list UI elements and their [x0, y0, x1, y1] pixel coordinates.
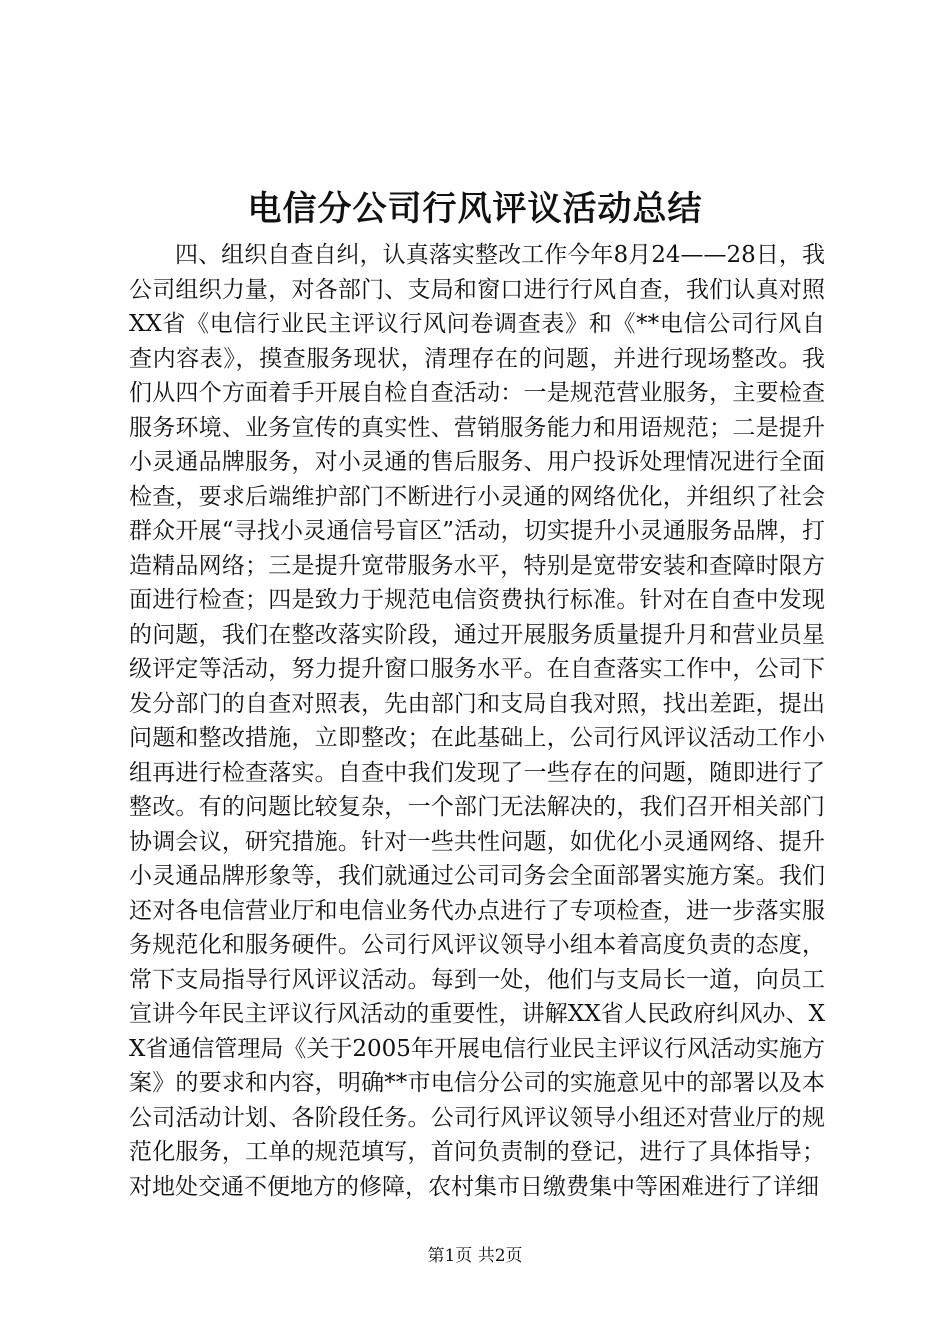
- document-body-paragraph: 四、组织自查自纠，认真落实整改工作今年8月24——28日，我公司组织力量，对各部门、支局和窗口进行行风自查，我们认真对照XX省《电信行业民主评议行风问卷调查表》和《**电信公司行风自查内容表》，摸查服务现状，清理存在的问题，并进行现场整改。我们从四个方面着手开展自检自查活动：一是规范营业服务，主要检查服务环境、业务宣传的真实性、营销服务能力和用语规范；二是提升小灵通品牌服务，对小灵通的售后服务、用户投诉处理情况进行全面检查，要求后端维护部门不断进行小灵通的网络优化，并组织了社会群众开展“寻找小灵通信号盲区”活动，切实提升小灵通服务品牌，打造精品网络；三是提升宽带服务水平，特别是宽带安装和查障时限方面进行检查；四是致力于规范电信资费执行标准。针对在自查中发现的问题，我们在整改落实阶段，通过开展服务质量提升月和营业员星级评定等活动，努力提升窗口服务水平。在自查落实工作中，公司下发分部门的自查对照表，先由部门和支局自我对照，找出差距，提出问题和整改措施，立即整改；在此基础上，公司行风评议活动工作小组再进行检查落实。自查中我们发现了一些存在的问题，随即进行了整改。有的问题比较复杂，一个部门无法解决的，我们召开相关部门协调会议，研究措施。针对一些共性问题，如优化小灵通网络、提升小灵通品牌形象等，我们就通过公司司务会全面部署实施方案。我们还对各电信营业厅和电信业务代办点进行了专项检查，进一步落实服务规范化和服务硬件。公司行风评议领导小组本着高度负责的态度，常下支局指导行风评议活动。每到一处，他们与支局长一道，向员工宣讲今年民主评议行风活动的重要性，讲解XX省人民政府纠风办、XX省通信管理局《关于2005年开展电信行业民主评议行风活动实施方案》的要求和内容，明确**市电信分公司的实施意见中的部署以及本公司活动计划、各阶段任务。公司行风评议领导小组还对营业厅的规范化服务，工单的规范填写，首问负责制的登记，进行了具体指导；对地处交通不便地方的修障，农村集市日缴费集中等困难进行了详细: [129, 242, 825, 1200]
- document-title: 电信分公司行风评议活动总结: [247, 189, 703, 229]
- page-footer: 第1页 共2页: [427, 1246, 523, 1266]
